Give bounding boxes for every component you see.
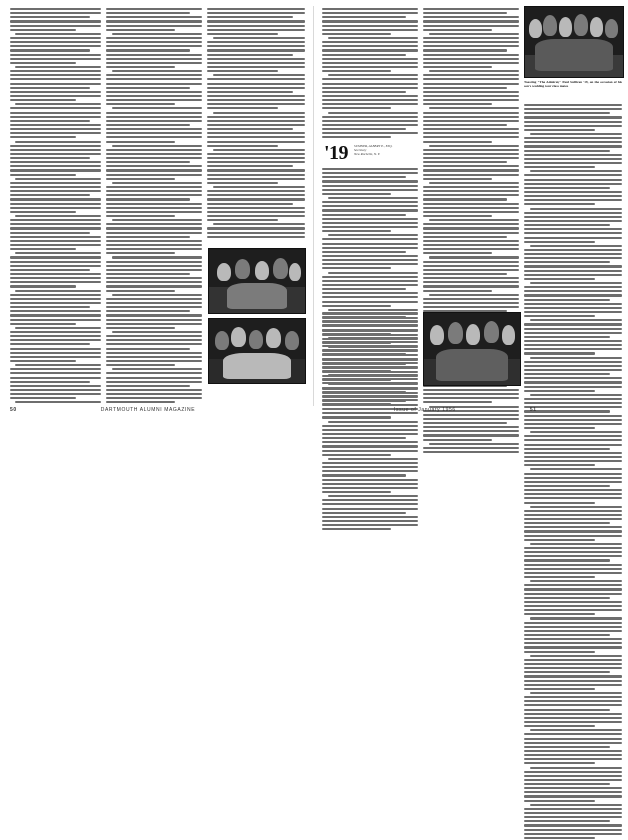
issue-label: Issue of January 1956 xyxy=(394,407,456,413)
secretary-name: SUMNER, ALBERT E., ESQ. xyxy=(354,144,393,148)
group-photo-bottom xyxy=(208,318,306,384)
right-footer xyxy=(394,407,537,413)
secretary-title: Secretary xyxy=(354,148,367,153)
class-year-heading: '19 xyxy=(324,142,349,164)
secretary-city: New Rochelle, N. Y. xyxy=(354,152,381,157)
group-photo-top xyxy=(208,248,306,314)
left-page xyxy=(0,0,314,420)
right-column-1-bottom-tail xyxy=(322,312,418,407)
left-column-1 xyxy=(10,8,101,406)
left-column-3-top xyxy=(207,8,305,240)
left-footer xyxy=(10,407,195,413)
photo-caption: Toasting "The Admiral," Paul Sullivan '19, on the occasion of his son's wedding tour class mates xyxy=(524,80,622,89)
left-column-2 xyxy=(106,8,202,406)
right-column-3 xyxy=(524,104,622,840)
page-number-right: 51 xyxy=(529,407,537,413)
right-column-1-top xyxy=(322,8,418,141)
secretary-address xyxy=(354,144,418,157)
right-column-2-top xyxy=(423,8,519,455)
reunion-photo xyxy=(423,312,521,386)
page-number-left: 50 xyxy=(10,407,17,413)
magazine-title: DARTMOUTH ALUMNI MAGAZINE xyxy=(100,407,196,413)
right-page xyxy=(314,0,628,420)
wedding-toast-photo xyxy=(524,6,624,78)
